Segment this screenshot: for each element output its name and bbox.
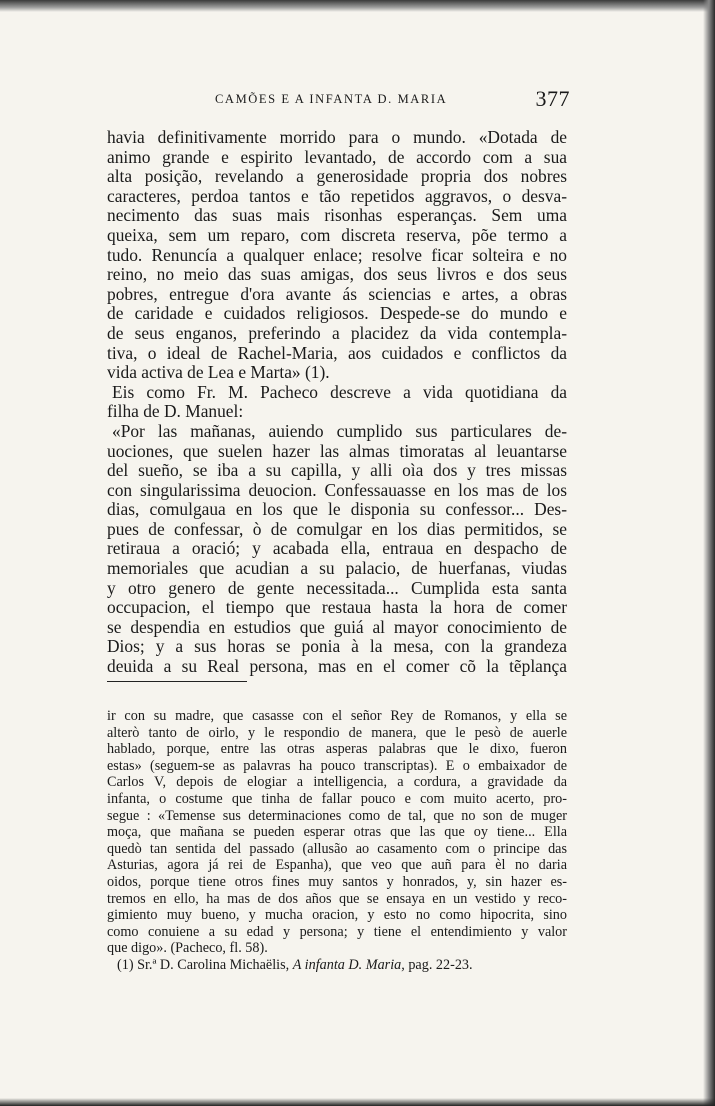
footnote-title: A infanta D. Maria, <box>292 956 405 973</box>
body-line: del sueño, se iba a su capilla, y alli oìa dos y tres missas <box>107 460 567 481</box>
body-line: dias, comulgaua en los que le disponia su confessor... Des- <box>107 499 567 520</box>
note-line: oidos, porque tiene otros fines muy santos y honrados, y, sin hazer es- <box>107 873 567 890</box>
body-line: pobres, entregue d'ora avante ás sciencias e artes, a obras <box>107 283 567 304</box>
body-line: havia definitivamente morrido para o mundo. «Dotada de <box>107 127 567 147</box>
body-line: Dios; y a sus horas se ponia à la mesa, con la grandeza <box>107 636 567 657</box>
body-line: pues de confessar, ò de comulgar en los dias permitidos, se <box>107 518 567 539</box>
body-line: retiraua a oració; y acabada ella, entraua en despacho de <box>107 538 567 559</box>
note-line: hablado, porque, entre las otras asperas palabras que le dixo, fueron <box>107 741 567 758</box>
body-line: y otro genero de gente necessitada... Cumplida esta santa <box>107 577 567 598</box>
body-line: de seus enganos, preferindo a placidez da vida contempla- <box>107 322 567 343</box>
note-line: moça, que mañana se pueden esperar otras que las que oy tiene... Ella <box>107 824 567 841</box>
body-line: se despendia en estudios que guiá al mayor conocimiento de <box>107 616 567 637</box>
body-line: filha de D. Manuel: <box>107 401 244 422</box>
note-line: estas» (seguem-se as palavras ha pouco transcriptas). E o embaixador de <box>107 757 567 774</box>
body-line: «Por las mañanas, auiendo cumplido sus particulares de- <box>112 420 567 441</box>
body-line: reino, no meio das suas amigas, dos seus livros e dos seus <box>107 264 567 285</box>
scan-edge-top <box>0 0 715 12</box>
body-line: caracteres, perdoa tantos e tão repetidos aggravos, o desva- <box>107 185 567 206</box>
note-line: Asturias, agora já rei de Espanha), que veo que auñ para èl no daria <box>107 857 567 874</box>
body-line: tiva, o ideal de Rachel-Maria, aos cuidados e conflictos da <box>107 342 567 363</box>
note-line: como conuiene a su edad y persona; y tiene el entendimiento y valor <box>107 923 567 940</box>
note-line: Carlos V, depois de elogiar a intelligencia, a cordura, a gravidade da <box>107 774 567 791</box>
body-line: memoriales que acudian a su palacio, de huerfanas, viudas <box>107 558 567 579</box>
note-line: tremos en ello, ha mas de dos años que se ensaya en un vestido y reco- <box>107 890 567 907</box>
footnote-rule <box>107 681 247 682</box>
body-line: Eis como Fr. M. Pacheco descreve a vida quotidiana da <box>112 381 567 402</box>
body-line: alta posição, revelando a generosidade propria dos nobres <box>107 166 567 187</box>
note-line: infanta, o costume que tinha de fallar pouco e com muito acerto, pro- <box>107 790 567 807</box>
body-line: queixa, sem um reparo, com discreta reserva, põe termo a <box>107 224 567 245</box>
running-head: CAMÕES E A INFANTA D. MARIA <box>215 92 448 106</box>
scan-edge-right <box>703 0 715 1106</box>
footnote-1 <box>107 957 567 974</box>
body-line: occupacion, el tiempo que restaua hasta la hora de comer <box>107 597 567 618</box>
note-line: quedò tan sentida del passado (allusão ao casamento com o principe das <box>107 840 567 857</box>
page-number: 377 <box>535 86 570 111</box>
main-text <box>107 128 567 677</box>
body-line: con singularissima deuocion. Confessauasse en los mas de los <box>107 479 567 500</box>
note-line: gimiento muy bueno, y mucha oracion, y esto no como hipocrita, sino <box>107 907 567 924</box>
footnote-marker: (1) Sr.ª D. Carolina Michaëlis, <box>117 956 293 973</box>
note-line: que digo». (Pacheco, fl. 58). <box>107 940 268 957</box>
page-header <box>90 86 570 114</box>
note-line: ir con su madre, que casasse con el señor Rey de Romanos, y ella se <box>107 708 567 724</box>
body-line: necimento das suas mais risonhas esperanças. Sem uma <box>107 205 567 226</box>
body-line: uociones, que suelen hazer las almas timoratas al leuantarse <box>107 440 567 461</box>
body-line: deuida a su Real persona, mas en el comer cõ la tẽplança <box>107 656 567 677</box>
scan-edge-bottom <box>0 1098 715 1106</box>
footnotes <box>107 708 567 974</box>
footnote-ref: pag. 22-23. <box>404 956 473 973</box>
body-line: animo grande e espirito levantado, de accordo com a sua <box>107 146 567 167</box>
note-line: alterò tanto de oirlo, y le respondio de manera, que le pesò de auerle <box>107 724 567 741</box>
body-line: de caridade e cuidados religiosos. Despede-se do mundo e <box>107 303 567 324</box>
body-line: vida activa de Lea e Marta» (1). <box>107 362 330 383</box>
note-line: segue : «Temense sus determinaciones como de tal, que no son de muger <box>107 807 567 824</box>
body-line: tudo. Renuncía a qualquer enlace; resolve ficar solteira e no <box>107 244 567 265</box>
